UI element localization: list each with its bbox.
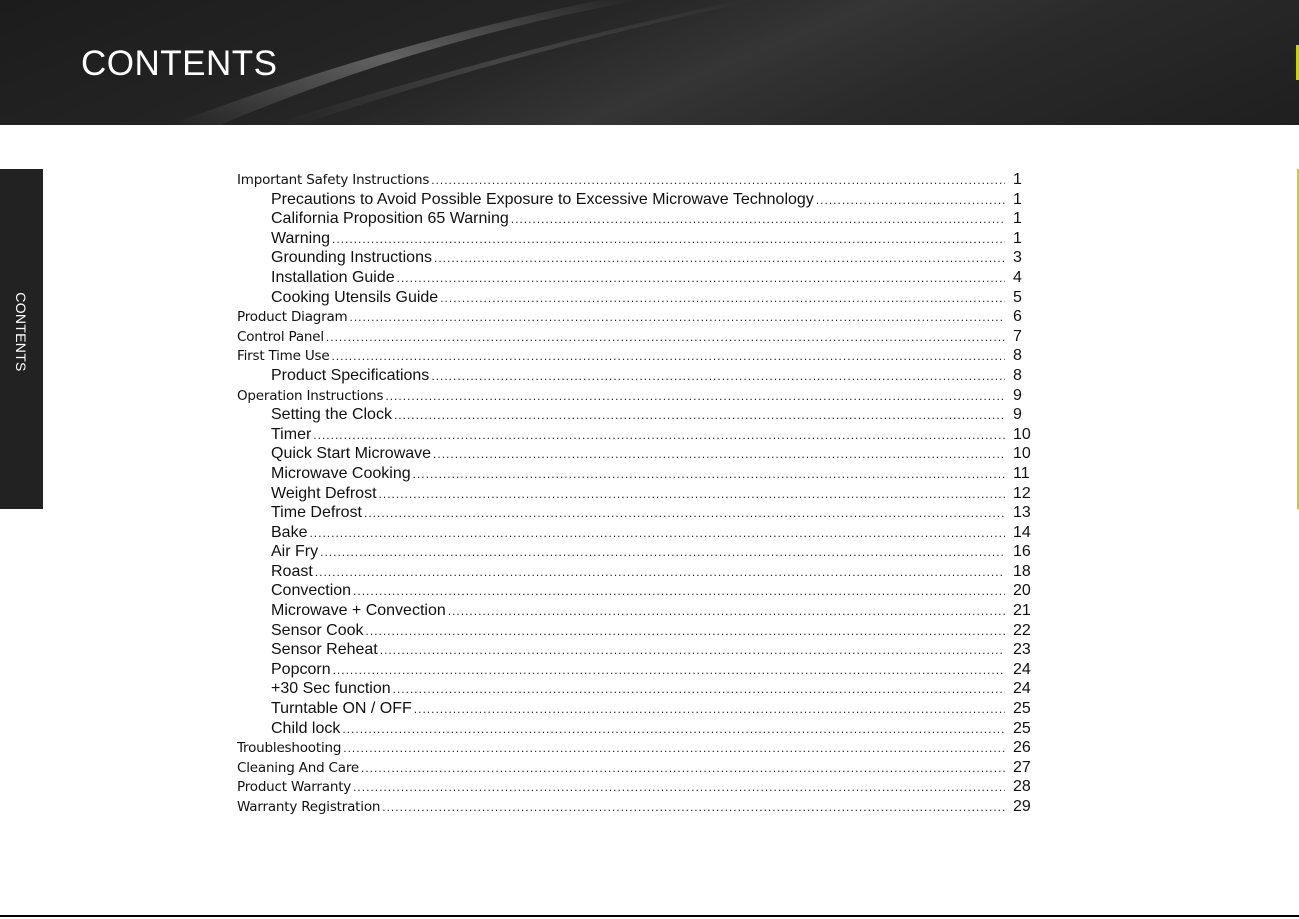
toc-entry-title: Operation Instructions (237, 387, 384, 404)
toc-dot-leader (364, 504, 1005, 524)
toc-entry-title: Popcorn (271, 660, 331, 678)
toc-dot-leader (331, 347, 1005, 367)
toc-entry (237, 660, 1037, 680)
toc-entry-title: Microwave Cooking (271, 464, 411, 482)
toc-entry-page-number: 4 (1013, 268, 1022, 286)
toc-dot-leader (353, 778, 1005, 798)
toc-entry (237, 581, 1037, 601)
toc-entry-page-number: 27 (1013, 758, 1031, 776)
toc-entry-title: Time Defrost (271, 504, 362, 522)
toc-entry-title: Sensor Reheat (271, 641, 378, 659)
toc-entry-page-number: 3 (1013, 249, 1022, 267)
toc-dot-leader (433, 445, 1005, 465)
toc-entry-title: Important Safety Instructions (237, 172, 430, 188)
toc-entry-title: Product Specifications (271, 366, 430, 384)
toc-entry-title: Warning (271, 229, 330, 247)
toc-dot-leader (380, 641, 1005, 661)
toc-entry-page-number: 18 (1013, 562, 1031, 580)
toc-entry-title: Troubleshooting (237, 740, 342, 757)
page-header (0, 0, 1299, 125)
toc-entry-page-number: 6 (1013, 308, 1022, 326)
toc-dot-leader (397, 269, 1005, 289)
toc-entry-page-number: 20 (1013, 582, 1031, 600)
toc-dot-leader (385, 387, 1005, 407)
toc-entry-title: First Time Use (237, 348, 330, 365)
toc-entry (237, 562, 1037, 582)
toc-entry-page-number: 1 (1013, 210, 1022, 228)
toc-dot-leader (414, 700, 1005, 720)
toc-dot-leader (394, 406, 1005, 426)
toc-entry (237, 248, 1037, 268)
toc-entry (237, 268, 1037, 288)
toc-entry (237, 170, 1037, 190)
toc-entry (237, 503, 1037, 523)
toc-dot-leader (434, 249, 1005, 269)
toc-entry (237, 484, 1037, 504)
toc-dot-leader (353, 582, 1005, 602)
toc-entry (237, 621, 1037, 641)
toc-entry-page-number: 23 (1013, 641, 1031, 659)
toc-entry-title: Cooking Utensils Guide (271, 288, 439, 306)
toc-entry (237, 386, 1037, 406)
toc-entry (237, 640, 1037, 660)
bottom-rule (0, 915, 1299, 917)
toc-entry-page-number: 24 (1013, 660, 1031, 678)
toc-entry (237, 425, 1037, 445)
toc-entry (237, 190, 1037, 210)
toc-entry-page-number: 13 (1013, 504, 1031, 522)
toc-dot-leader (431, 367, 1005, 387)
toc-entry-page-number: 22 (1013, 621, 1031, 639)
toc-entry-title: Cleaning And Care (237, 759, 359, 776)
toc-dot-leader (342, 720, 1005, 740)
toc-entry-title: Child lock (271, 719, 341, 737)
toc-entry-page-number: 24 (1013, 680, 1031, 698)
toc-entry-page-number: 16 (1013, 543, 1031, 561)
toc-entry-page-number: 11 (1013, 464, 1030, 482)
toc-entry (237, 699, 1037, 719)
toc-entry-title: Bake (271, 523, 308, 541)
toc-dot-leader (361, 759, 1005, 779)
page-title: CONTENTS (81, 44, 278, 83)
toc-entry (237, 777, 1037, 797)
toc-dot-leader (393, 680, 1005, 700)
toc-dot-leader (448, 602, 1005, 622)
toc-entry-page-number: 1 (1013, 171, 1022, 188)
toc-dot-leader (333, 661, 1005, 681)
side-section-tab-label: CONTENTS (13, 292, 29, 372)
toc-entry-page-number: 9 (1013, 386, 1022, 404)
toc-entry-title: Roast (271, 562, 313, 580)
toc-entry-page-number: 10 (1013, 425, 1031, 443)
toc-dot-leader (440, 289, 1005, 309)
toc-dot-leader (315, 563, 1005, 583)
toc-entry-title: Turntable ON / OFF (271, 700, 412, 718)
toc-entry (237, 327, 1037, 347)
toc-entry (237, 288, 1037, 308)
toc-dot-leader (382, 798, 1005, 818)
toc-entry-title: Control Panel (237, 328, 324, 345)
toc-entry-title: Installation Guide (271, 268, 395, 286)
toc-dot-leader (511, 210, 1005, 230)
toc-entry-page-number: 21 (1013, 602, 1031, 620)
toc-entry (237, 307, 1037, 327)
toc-entry (237, 346, 1037, 366)
toc-dot-leader (413, 465, 1005, 485)
toc-entry-title: Timer (271, 425, 312, 443)
toc-entry-title: California Proposition 65 Warning (271, 210, 509, 228)
toc-entry-title: Weight Defrost (271, 484, 377, 502)
toc-entry (237, 542, 1037, 562)
toc-entry-page-number: 25 (1013, 700, 1031, 718)
toc-entry (237, 464, 1037, 484)
toc-dot-leader (350, 308, 1005, 328)
toc-entry (237, 444, 1037, 464)
toc-entry (237, 797, 1037, 817)
toc-entry-title: Product Diagram (237, 309, 348, 326)
toc-entry-title: Setting the Clock (271, 406, 392, 424)
toc-entry (237, 405, 1037, 425)
toc-dot-leader (379, 485, 1005, 505)
toc-entry-page-number: 9 (1013, 406, 1022, 424)
toc-dot-leader (313, 426, 1005, 446)
toc-entry (237, 679, 1037, 699)
toc-entry-title: Convection (271, 582, 352, 600)
toc-entry-page-number: 8 (1013, 366, 1022, 384)
toc-entry (237, 229, 1037, 249)
toc-entry-title: Grounding Instructions (271, 249, 432, 267)
toc-entry (237, 601, 1037, 621)
toc-entry (237, 523, 1037, 543)
toc-entry (237, 758, 1037, 778)
toc-entry-title: Warranty Registration (237, 799, 381, 815)
toc-entry-page-number: 7 (1013, 327, 1022, 345)
toc-entry-page-number: 14 (1013, 523, 1031, 541)
toc-entry-page-number: 12 (1013, 484, 1031, 502)
table-of-contents (237, 170, 1037, 817)
toc-dot-leader (309, 524, 1005, 544)
toc-entry-page-number: 25 (1013, 719, 1031, 737)
toc-entry-title: Air Fry (271, 543, 319, 561)
toc-dot-leader (326, 328, 1005, 348)
toc-dot-leader (366, 622, 1006, 642)
toc-entry-page-number: 1 (1013, 190, 1022, 208)
toc-entry-title: Quick Start Microwave (271, 445, 432, 463)
toc-entry-page-number: 28 (1013, 778, 1031, 796)
toc-entry-page-number: 5 (1013, 288, 1022, 306)
toc-entry-page-number: 8 (1013, 347, 1022, 365)
toc-dot-leader (816, 191, 1005, 211)
toc-entry-title: Microwave + Convection (271, 602, 446, 620)
toc-entry-title: Product Warranty (237, 779, 352, 796)
toc-dot-leader (332, 230, 1005, 250)
toc-entry-page-number: 26 (1013, 739, 1031, 757)
toc-entry-title: Precautions to Avoid Possible Exposure to Excessive Microwave Technology (271, 190, 814, 208)
toc-dot-leader (431, 171, 1005, 191)
toc-dot-leader (343, 739, 1005, 759)
toc-entry (237, 738, 1037, 758)
toc-entry (237, 719, 1037, 739)
toc-entry-title: Sensor Cook (271, 621, 364, 639)
toc-dot-leader (320, 543, 1005, 563)
toc-entry-page-number: 10 (1013, 445, 1031, 463)
toc-entry (237, 209, 1037, 229)
toc-entry (237, 366, 1037, 386)
toc-entry-page-number: 1 (1013, 229, 1022, 247)
toc-entry-title: +30 Sec function (271, 680, 391, 698)
toc-entry-page-number: 29 (1013, 798, 1031, 815)
